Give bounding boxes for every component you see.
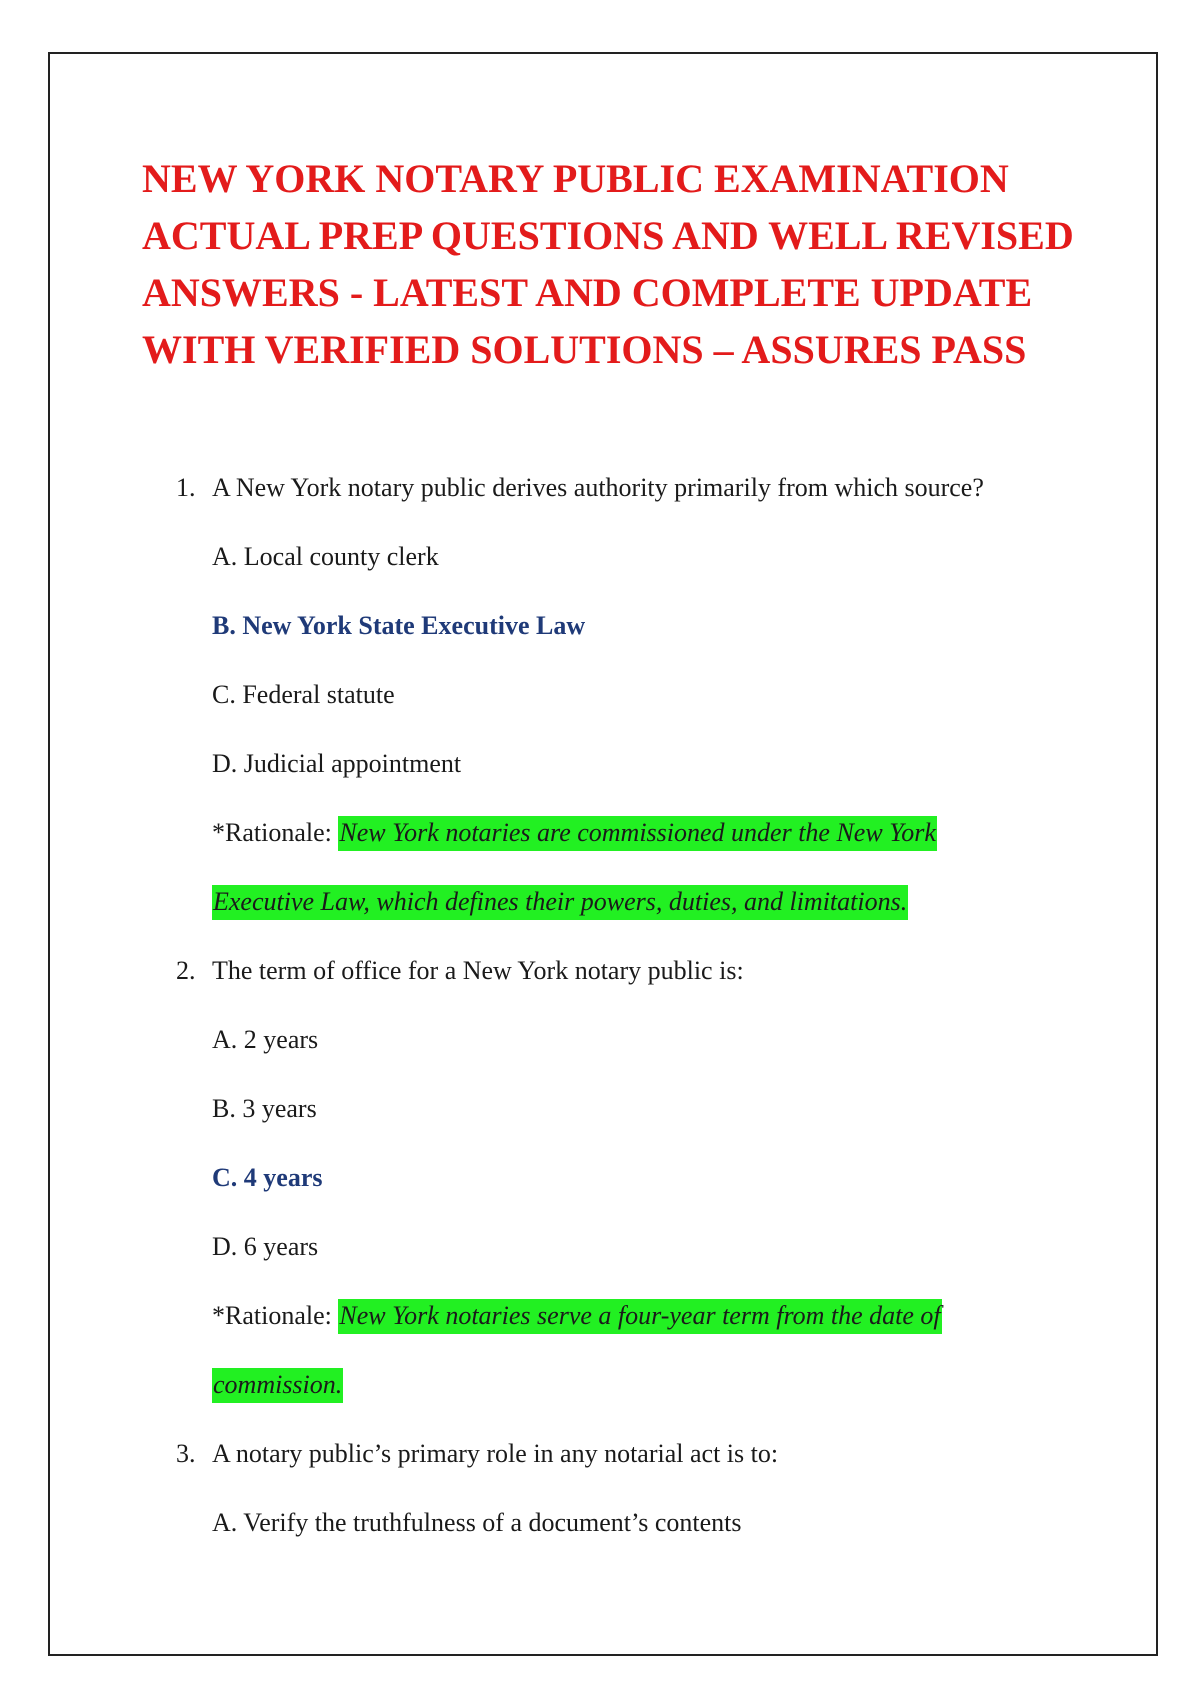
rationale [0,1296,1200,1365]
question-2 [0,951,1200,1020]
answer-option: A. 2 years [212,1025,319,1054]
rationale-highlight: New York notaries are commissioned under the New York [338,816,937,851]
question-text: A notary public’s primary role in any notarial act is to: [212,1439,779,1468]
question-text: The term of office for a New York notary public is: [212,956,744,985]
question-number: 2. [176,956,196,985]
question-number: 3. [176,1439,196,1468]
correct-answer-option: C. 4 years [212,1163,323,1192]
rationale-label: *Rationale: [212,818,339,847]
question-1 [0,468,1200,537]
rationale-highlight: commission. [212,1368,343,1403]
rationale-continuation [0,1365,1200,1434]
answer-option: A. Local county clerk [212,542,439,571]
rationale [0,813,1200,882]
answer-option: A. Verify the truthfulness of a document’s contents [212,1508,742,1537]
question-text: A New York notary public derives authority primarily from which source? [212,473,984,502]
rationale-label: *Rationale: [212,1301,339,1330]
rationale-continuation [0,882,1200,951]
answer-option: D. Judicial appointment [212,749,462,778]
question-number: 1. [176,473,196,502]
document-title: NEW YORK NOTARY PUBLIC EXAMINATION ACTUAL PREP QUESTIONS AND WELL REVISED ANSWERS - LATEST AND COMPLETE UPDATE WITH VERIFIED SOLUTIONS – ASSURES PASS [142,156,1074,372]
answer-option: D. 6 years [212,1232,319,1261]
rationale-highlight: New York notaries serve a four-year term from the date of [338,1299,941,1334]
question-3 [0,1434,1200,1503]
answer-option: C. Federal statute [212,680,395,709]
rationale-highlight: Executive Law, which defines their powers, duties, and limitations. [212,885,908,920]
correct-answer-option: B. New York State Executive Law [212,611,586,640]
question-list [0,468,1200,1572]
answer-option: B. 3 years [212,1094,317,1123]
